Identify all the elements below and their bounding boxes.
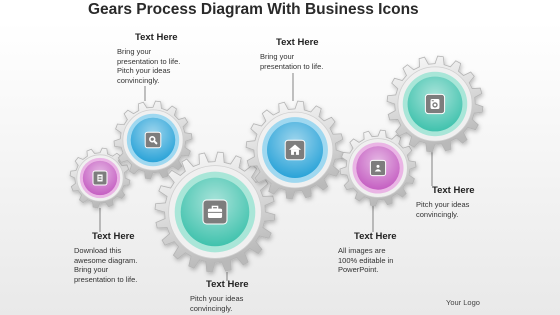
callout-1 [117,32,229,85]
person-icon [370,160,385,175]
callout-line: awesome diagram. [74,255,138,265]
callout-line: Pitch your ideas [416,200,470,209]
callout-line: presentation to life. [117,56,181,66]
callout-body [117,47,229,85]
callout-line: Bring your [117,47,152,56]
logo-text: Your Logo [446,298,480,307]
callout-body [260,52,372,71]
callout-body [338,246,450,275]
callout-line: presentation to life. [74,274,138,284]
callout-line: All images are [338,246,386,255]
callout-line: Bring your [260,52,295,61]
callout-heading: Text Here [276,37,319,48]
callout-line: convincingly. [117,75,160,85]
callout-2 [260,37,372,71]
gear-teal-right [387,56,483,152]
callout-line: convincingly. [416,209,459,219]
callout-line: PowerPoint. [338,265,379,274]
callout-3 [74,231,186,284]
page-title: Gears Process Diagram With Business Icons [88,1,419,18]
callout-heading: Text Here [92,231,135,242]
magnifier-icon [145,132,161,148]
callout-body [190,294,302,313]
callout-heading: Text Here [354,231,397,242]
callout-line: Download this [74,246,122,255]
callout-6 [416,185,528,219]
callout-heading: Text Here [135,32,178,43]
callout-line: Pitch your ideas [117,66,171,75]
callout-body [416,200,528,219]
callout-body [74,246,186,284]
callout-line: 100% editable in [338,255,394,265]
callout-line: convincingly. [190,303,233,313]
callout-5 [338,231,450,275]
callout-line: presentation to life. [260,61,324,71]
gear-pink-right [340,130,416,206]
callout-line: Pitch your ideas [190,294,244,303]
callout-4 [190,279,302,313]
callout-heading: Text Here [432,185,475,196]
callout-heading: Text Here [206,279,249,290]
callout-line: Bring your [74,265,109,274]
